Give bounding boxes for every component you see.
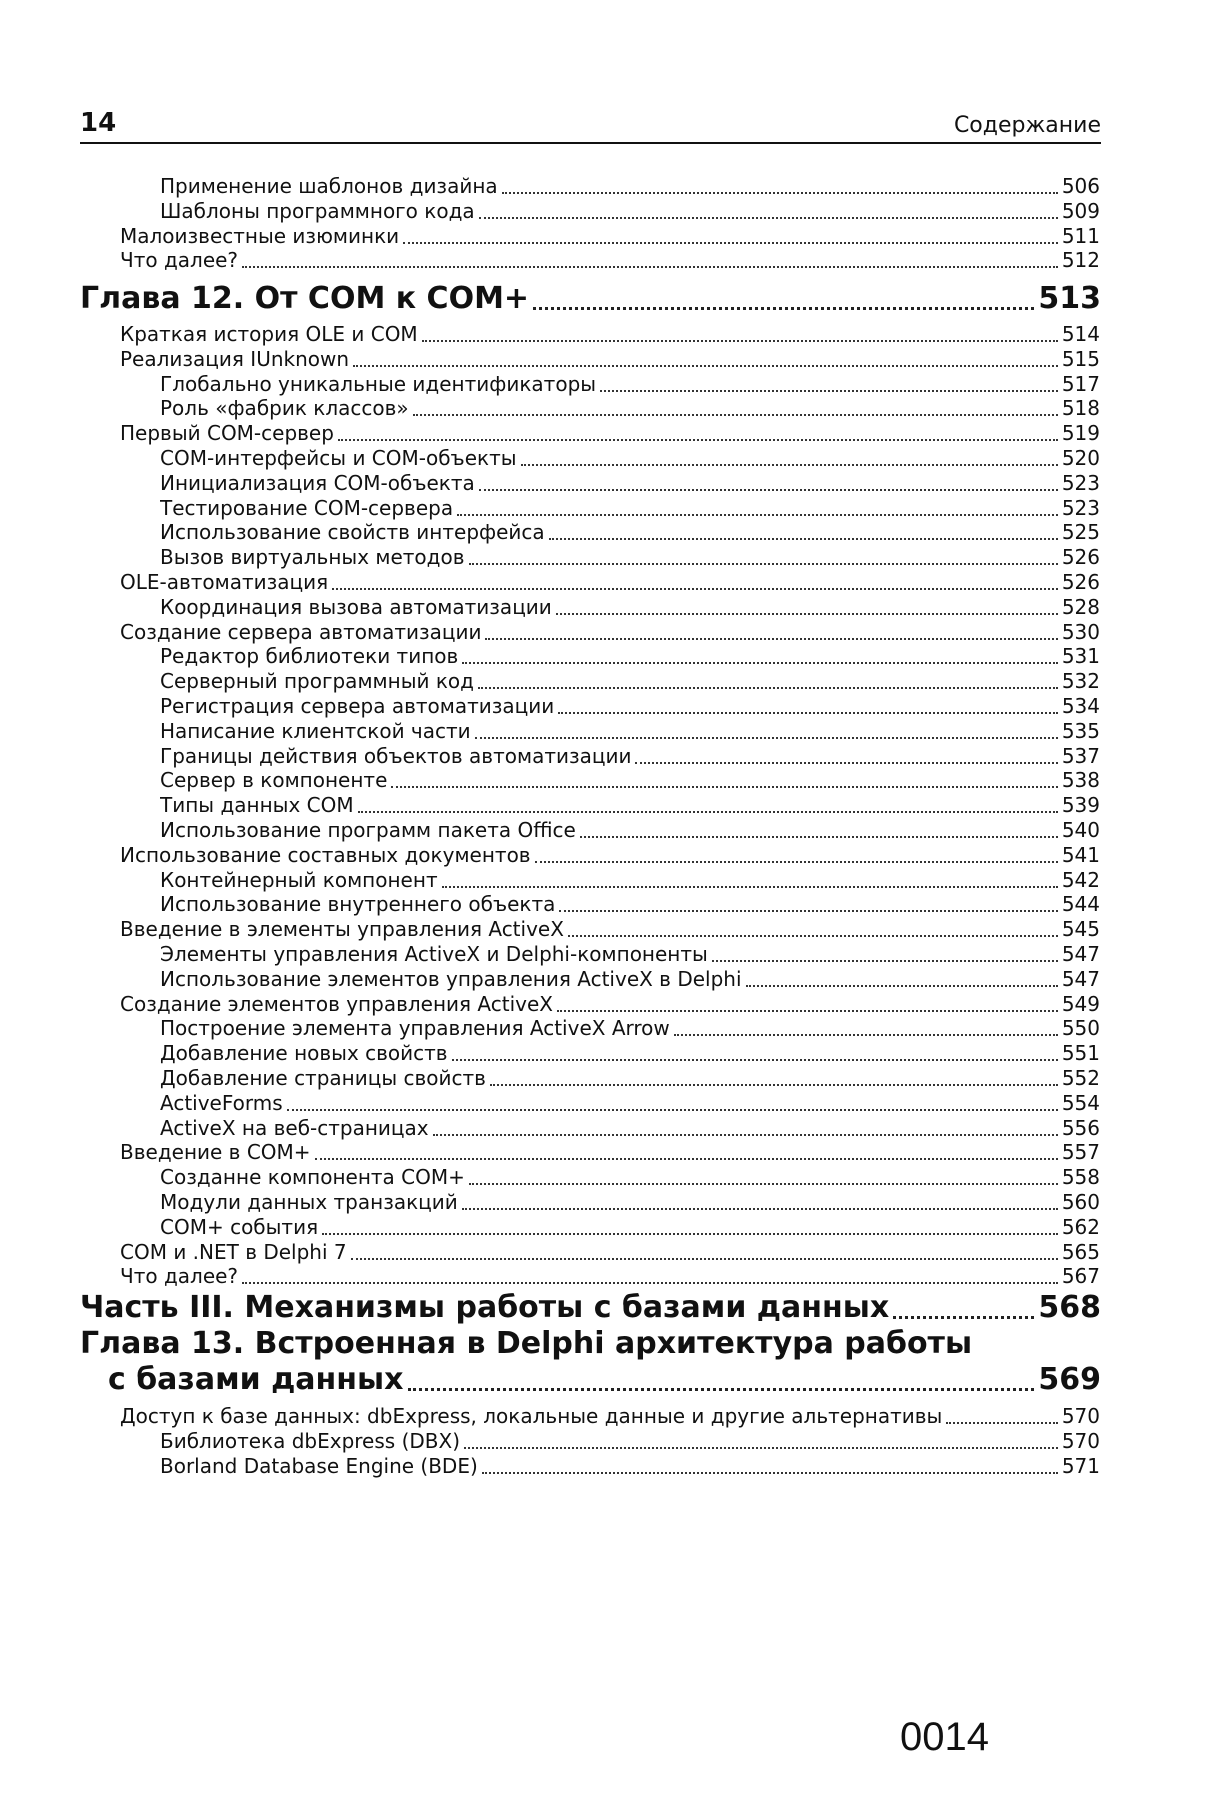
dot-leader (893, 1316, 1034, 1319)
toc-entry-title: Написание клиентской части (160, 718, 471, 743)
toc-entry-title: Библиотека dbExpress (DBX) (160, 1428, 460, 1453)
toc-entry-title: Что далее? (120, 248, 239, 273)
dot-leader (557, 1010, 1058, 1012)
toc-entry-title: Добавление новых свойств (160, 1041, 448, 1066)
toc-entry (160, 197, 1100, 225)
toc-entry-title: Серверный программный код (160, 669, 474, 694)
toc-entry-page: 525 (1061, 520, 1100, 545)
toc-entry-page: 556 (1061, 1115, 1100, 1140)
toc-entry-title: ActiveForms (160, 1090, 283, 1115)
toc-entry-title: Использование внутреннего объекта (160, 892, 556, 917)
toc-entry (160, 518, 1100, 546)
dot-leader (521, 464, 1058, 466)
toc-entry-page: 571 (1061, 1453, 1100, 1478)
toc-entry-title: OLE-автоматизация (120, 570, 329, 594)
toc-entry-page: 535 (1061, 718, 1100, 743)
toc-entry (160, 1213, 1100, 1241)
toc-entry-title: Тестирование COM-сервера (160, 495, 454, 520)
toc-entry-title: Созданне компонента COM+ (160, 1165, 465, 1190)
toc-entry-title: Шаблоны программного кода (160, 198, 475, 223)
dot-leader (479, 489, 1058, 491)
toc-entry-title: Регистрация сервера автоматизации (160, 694, 555, 718)
toc-entry-title: Добавление страницы свойств (160, 1066, 486, 1090)
dot-leader (242, 1282, 1058, 1284)
toc-entry-page: 526 (1061, 545, 1100, 570)
dot-leader (946, 1422, 1057, 1424)
toc-entry (120, 618, 1100, 646)
toc-entry-page: 526 (1061, 570, 1100, 594)
dot-leader (600, 390, 1058, 392)
dot-leader (559, 910, 1057, 912)
toc-entry-title: Использование составных документов (120, 842, 531, 867)
dot-leader (485, 638, 1057, 640)
toc-entry-title: Роль «фабрик классов» (160, 396, 409, 421)
chapter-heading (108, 1360, 1101, 1400)
toc-entry-page: 538 (1061, 768, 1100, 793)
toc-entry-page: 519 (1061, 421, 1100, 446)
toc-entry (160, 890, 1100, 918)
dot-leader (433, 1134, 1058, 1136)
toc-entry (160, 469, 1100, 497)
toc-entry-title: Глава 12. От COM к COM+ (80, 281, 530, 316)
dot-leader (475, 737, 1058, 739)
toc-entry (120, 568, 1100, 596)
toc-entry-title: Доступ к базе данных: dbExpress, локальные данные и другие альтернативы (120, 1404, 943, 1428)
toc-entry-page: 560 (1061, 1190, 1100, 1214)
toc-entry-title: ActiveX на веб-страницах (160, 1115, 429, 1140)
toc-entry (160, 593, 1100, 621)
dot-leader (482, 1472, 1058, 1474)
toc-entry-page: 514 (1061, 322, 1100, 346)
dot-leader (462, 1208, 1058, 1210)
dot-leader (533, 307, 1034, 310)
toc-entry-page: 530 (1061, 619, 1100, 644)
toc-entry (160, 394, 1100, 422)
chapter-heading-line1: Глава 13. Встроенная в Delphi архитектура работы (80, 1326, 973, 1361)
toc-entry-page: 562 (1061, 1214, 1100, 1239)
dot-leader (535, 861, 1058, 863)
toc-entry-page: 513 (1038, 281, 1101, 316)
toc-entry (160, 1114, 1100, 1142)
toc-entry (160, 1014, 1100, 1042)
toc-entry (160, 1039, 1100, 1067)
toc-entry-page: 512 (1061, 248, 1100, 273)
toc-entry (120, 1138, 1100, 1166)
toc-entry (120, 990, 1100, 1018)
toc-entry-page: 570 (1061, 1404, 1100, 1428)
dot-leader (242, 266, 1058, 268)
dot-leader (549, 538, 1058, 540)
toc-entry-page: 523 (1061, 470, 1100, 495)
dot-leader (746, 985, 1058, 987)
toc-entry-page: 558 (1061, 1165, 1100, 1190)
toc-entry (160, 1188, 1100, 1216)
toc-entry-page: 569 (1038, 1362, 1101, 1397)
toc-entry-title: Введение в элементы управления ActiveX (120, 917, 564, 942)
dot-leader (413, 414, 1058, 416)
dot-leader (391, 786, 1057, 788)
toc-entry-title: Сервер в компоненте (160, 768, 388, 793)
toc-entry-page: 528 (1061, 594, 1100, 619)
toc-entry (160, 1452, 1100, 1480)
toc-entry (120, 1402, 1100, 1430)
toc-entry-title: Элементы управления ActiveX и Delphi-компоненты (160, 942, 708, 966)
toc-entry-page: 544 (1061, 892, 1100, 917)
toc-entry (160, 1064, 1100, 1092)
toc-entry-page: 531 (1061, 644, 1100, 669)
toc-entry-title: Редактор библиотеки типов (160, 644, 459, 669)
dot-leader (338, 439, 1058, 441)
toc-entry-page: 541 (1061, 842, 1100, 867)
part-heading (80, 1288, 1101, 1328)
dot-leader (422, 340, 1058, 342)
running-title: Содержание (953, 113, 1101, 138)
toc-entry (160, 965, 1100, 993)
toc-entry-title: Создание элементов управления ActiveX (120, 991, 553, 1016)
toc-entry-page: 511 (1061, 223, 1100, 248)
toc-entry-title: COM-интерфейсы и COM-объекты (160, 446, 517, 470)
toc-entry-title: Borland Database Engine (BDE) (160, 1453, 478, 1478)
toc-entry-title: Применение шаблонов дизайна (160, 174, 498, 198)
page-number: 14 (80, 108, 117, 138)
toc-entry (120, 320, 1100, 348)
toc-entry (160, 494, 1100, 522)
dot-leader (457, 514, 1058, 516)
toc-entry-page: 549 (1061, 991, 1100, 1016)
toc-entry (160, 866, 1100, 894)
toc-entry-title: Создание сервера автоматизации (120, 619, 482, 644)
toc-entry-title: Построение элемента управления ActiveX Arrow (160, 1016, 670, 1041)
dot-leader (315, 1158, 1058, 1160)
toc-entry (160, 742, 1100, 770)
dot-leader (322, 1233, 1058, 1235)
toc-entry-page: 551 (1061, 1041, 1100, 1066)
toc-entry-page: 539 (1061, 793, 1100, 818)
toc-entry-page: 517 (1061, 371, 1100, 396)
toc-entry-page: 506 (1061, 174, 1100, 198)
dot-leader (478, 687, 1058, 689)
toc-entry (160, 766, 1100, 794)
dot-leader (332, 588, 1058, 590)
dot-leader (351, 1258, 1058, 1260)
toc-entry-page: 537 (1061, 743, 1100, 768)
dot-leader (469, 563, 1058, 565)
toc-entry-page: 568 (1038, 1290, 1101, 1325)
toc-entry-title: Использование программ пакета Office (160, 818, 576, 842)
toc-entry-title: Координация вызова автоматизации (160, 594, 552, 619)
toc-entry-title: Вызов виртуальных методов (160, 545, 465, 570)
toc-entry (160, 791, 1100, 819)
dot-leader (287, 1109, 1058, 1111)
toc-entry-title: COM и .NET в Delphi 7 (120, 1239, 347, 1264)
dot-leader (674, 1034, 1058, 1036)
toc-entry (160, 667, 1100, 695)
toc-entry-page: 509 (1061, 198, 1100, 223)
toc-entry-page: 532 (1061, 669, 1100, 694)
dot-leader (558, 712, 1058, 714)
dot-leader (462, 662, 1058, 664)
dot-leader (403, 242, 1058, 244)
toc-entry-title: Использование свойств интерфейса (160, 520, 545, 545)
toc-entry (160, 1427, 1100, 1455)
dot-leader (408, 1388, 1035, 1391)
toc-entry-page: 545 (1061, 917, 1100, 942)
toc-entry-page: 554 (1061, 1090, 1100, 1115)
toc-entry (120, 1262, 1100, 1290)
toc-entry-page: 565 (1061, 1239, 1100, 1264)
toc-entry-title: Контейнерный компонент (160, 867, 438, 892)
dot-leader (490, 1084, 1058, 1086)
toc-entry-page: 515 (1061, 346, 1100, 371)
toc-entry (120, 915, 1100, 943)
toc-entry-title: Первый COM-сервер (120, 421, 334, 446)
toc-entry-title: Реализация IUnknown (120, 346, 350, 371)
toc-entry (160, 172, 1100, 200)
toc-entry (120, 841, 1100, 869)
toc-entry-page: 557 (1061, 1140, 1100, 1165)
toc-entry (120, 419, 1100, 447)
toc-entry (120, 222, 1100, 250)
toc-entry (160, 692, 1100, 720)
toc-entry-page: 520 (1061, 446, 1100, 470)
toc-entry-page: 570 (1061, 1428, 1100, 1453)
dot-leader (442, 886, 1058, 888)
dot-leader (556, 613, 1058, 615)
toc-entry (160, 940, 1100, 968)
toc-entry (120, 1238, 1100, 1266)
dot-leader (568, 935, 1058, 937)
dot-leader (358, 811, 1058, 813)
toc-entry-page: 534 (1061, 694, 1100, 718)
toc-entry-title: Модули данных транзакций (160, 1190, 458, 1214)
toc-entry-title: Глобально уникальные идентификаторы (160, 371, 597, 396)
dot-leader (712, 960, 1058, 962)
toc-entry (160, 543, 1100, 571)
toc-entry-title: Использование элементов управления ActiveX в Delphi (160, 966, 742, 991)
toc-entry-page: 540 (1061, 818, 1100, 842)
toc-entry-page: 547 (1061, 942, 1100, 966)
toc-entry-page: 523 (1061, 495, 1100, 520)
toc-entry (160, 370, 1100, 398)
dot-leader (502, 192, 1058, 194)
toc-entry (120, 246, 1100, 274)
toc-entry-title: Границы действия объектов автоматизации (160, 743, 632, 768)
scan-page-number: 0014 (900, 1715, 989, 1759)
dot-leader (464, 1447, 1058, 1449)
toc-entry (160, 1089, 1100, 1117)
dot-leader (452, 1059, 1058, 1061)
toc-entry-title: COM+ события (160, 1214, 319, 1239)
toc-entry (160, 1163, 1100, 1191)
toc-entry-title: Часть III. Механизмы работы с базами данных (80, 1290, 890, 1325)
toc-entry-page: 552 (1061, 1066, 1100, 1090)
toc-entry-page: 542 (1061, 867, 1100, 892)
toc-entry-page: 547 (1061, 966, 1100, 991)
toc-entry (160, 444, 1100, 472)
dot-leader (635, 762, 1057, 764)
toc-entry-title: с базами данных (108, 1362, 404, 1397)
toc-entry-title: Краткая история OLE и COM (120, 322, 418, 346)
dot-leader (353, 365, 1058, 367)
toc-entry-title: Введение в COM+ (120, 1140, 311, 1165)
toc-entry (160, 717, 1100, 745)
toc-entry-title: Инициализация COM-объекта (160, 470, 475, 495)
toc-entry-page: 550 (1061, 1016, 1100, 1041)
toc-entry-title: Типы данных COM (160, 793, 354, 818)
chapter-heading (80, 279, 1101, 319)
toc-entry-title: Малоизвестные изюминки (120, 223, 400, 248)
toc-entry (160, 816, 1100, 844)
toc-entry (160, 642, 1100, 670)
dot-leader (479, 217, 1058, 219)
toc-entry-title: Что далее? (120, 1264, 239, 1289)
toc-entry (120, 345, 1100, 373)
dot-leader (469, 1183, 1058, 1185)
toc-entry-page: 567 (1061, 1264, 1100, 1289)
dot-leader (580, 836, 1058, 838)
toc-entry-page: 518 (1061, 396, 1100, 421)
